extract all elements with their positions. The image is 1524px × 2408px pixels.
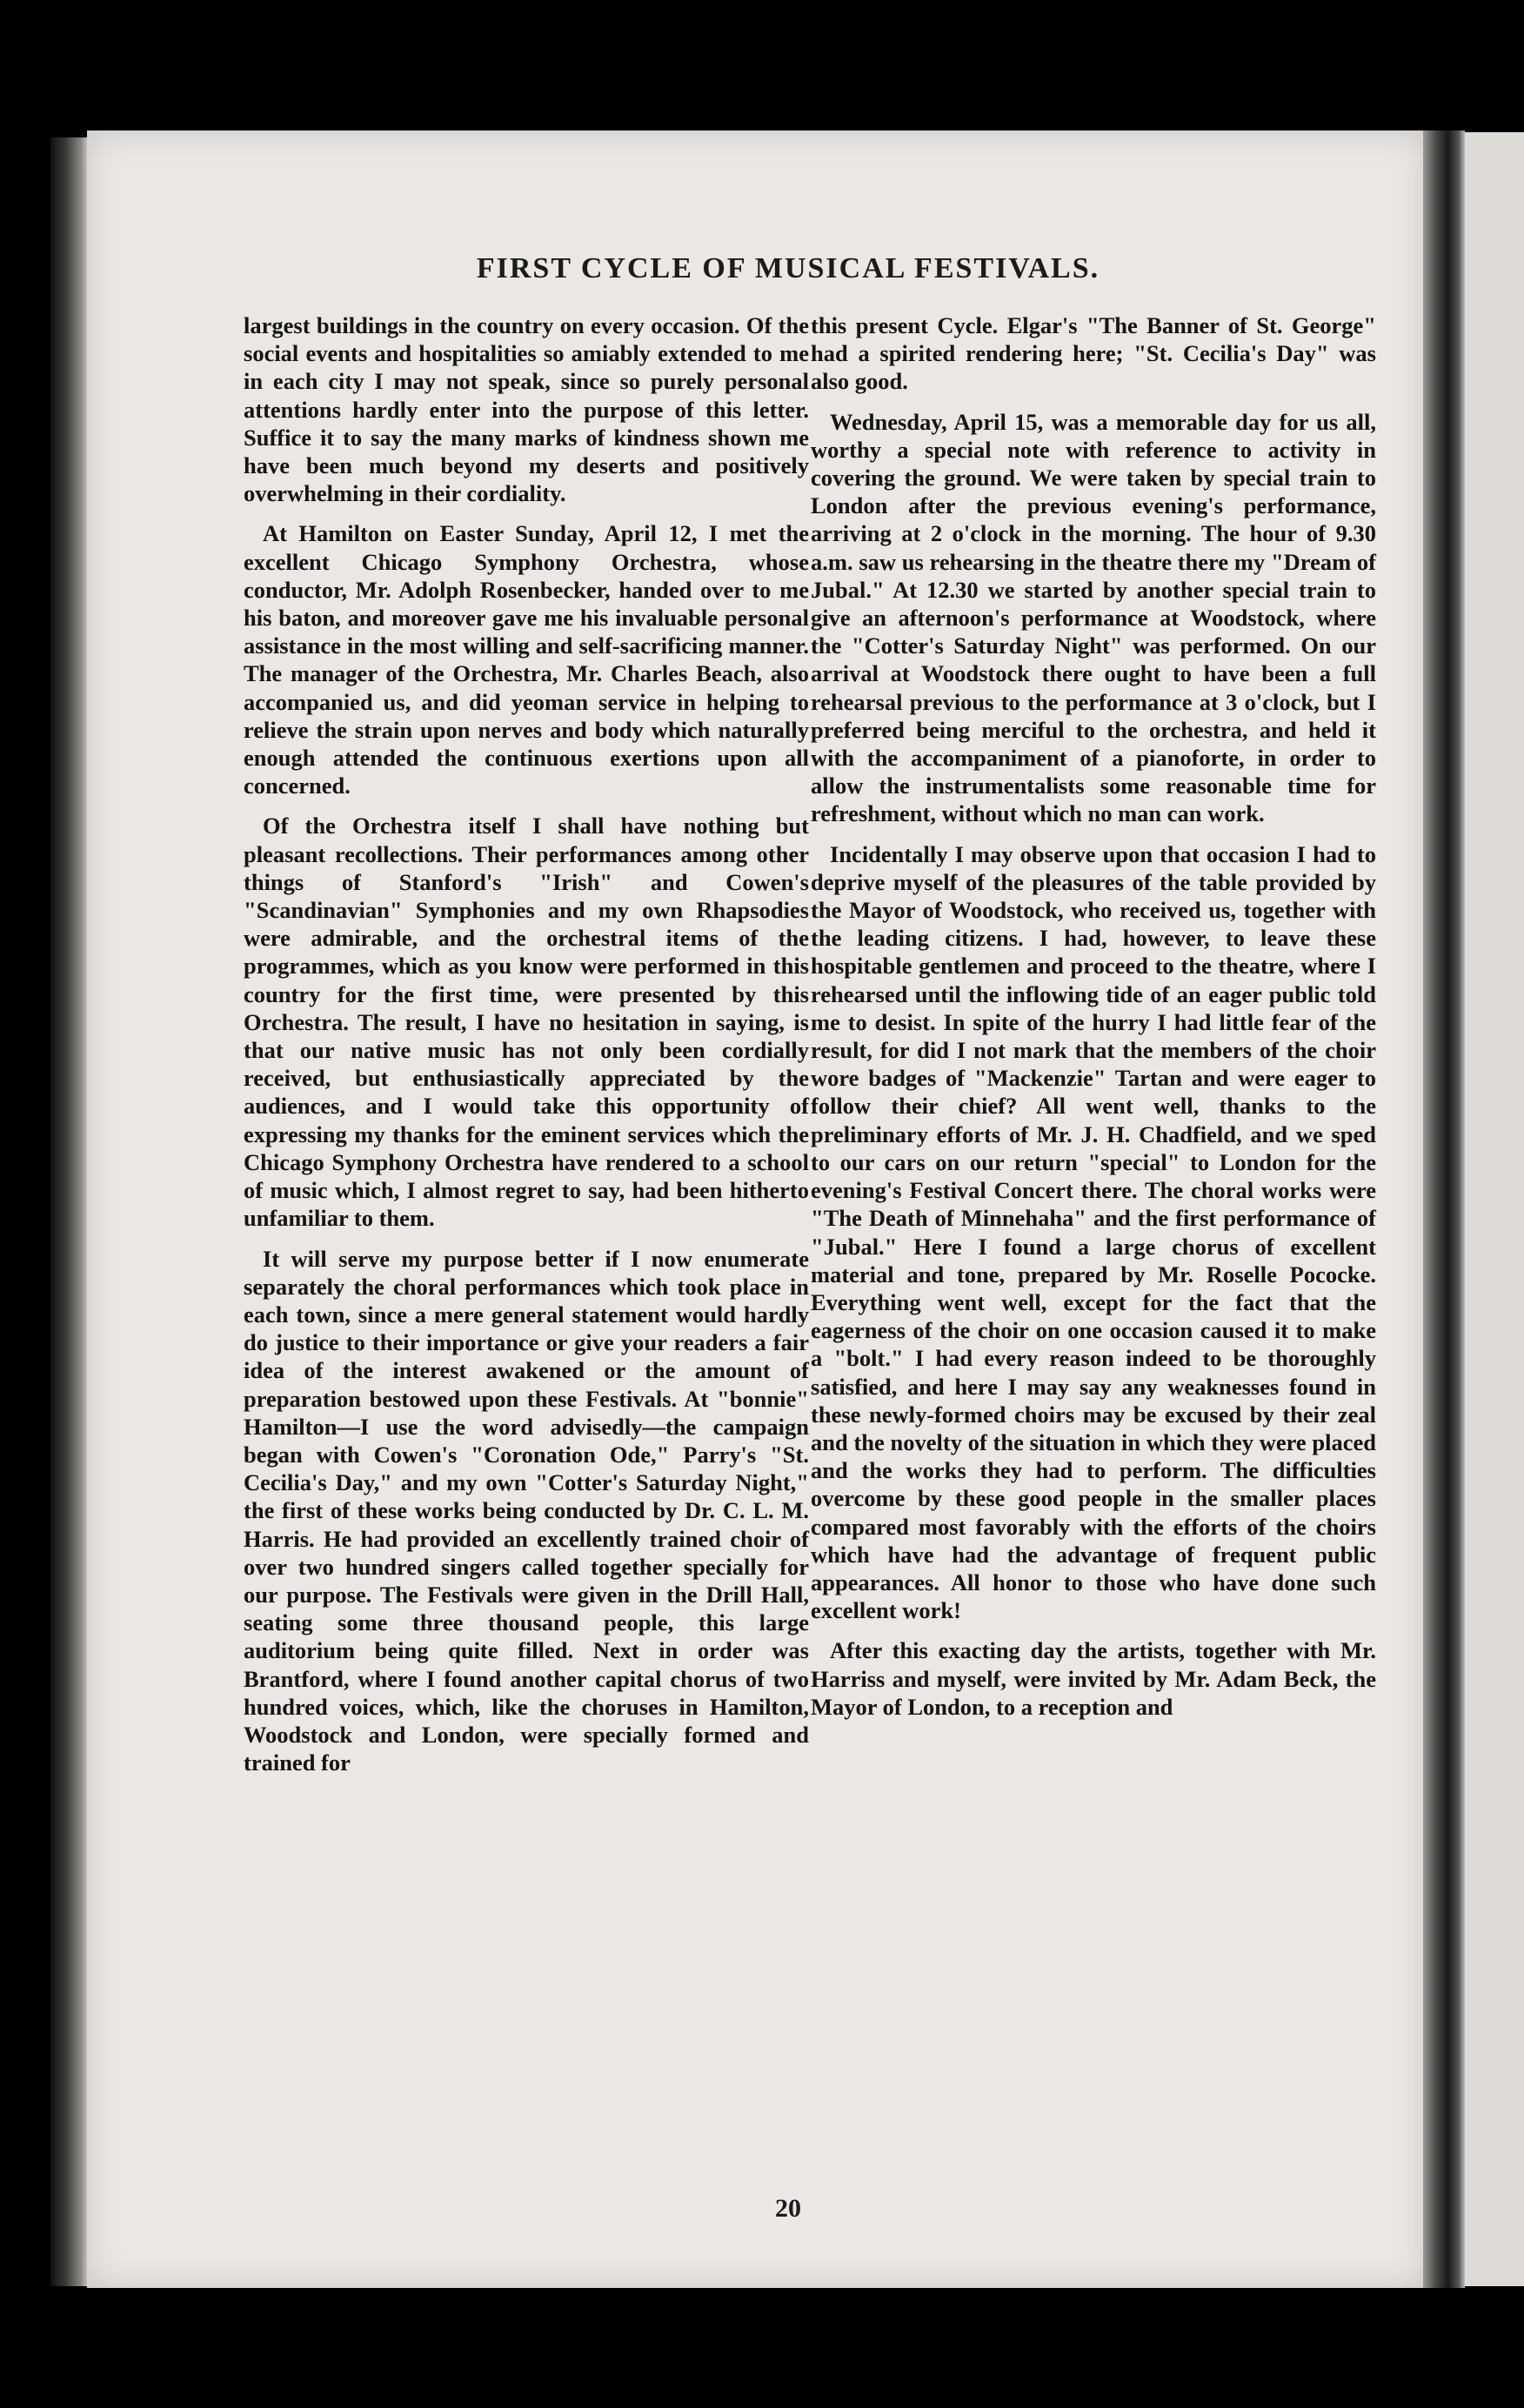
- left-paragraph-3: Of the Orchestra itself I shall have nothing but pleasant recollections. Their performances among other things of Stanford's "Irish" and Cowen's "Scandinavian" Symphonies and my own Rhapsodies were admirable, and the orchestral items of the programmes, which as you know were performed in this country for the first time, were presented by this Orchestra. The result, I have no hesitation in saying, is that our native music has not only been cordially received, but enthusiastically appreciated by the audiences, and I would take this opportunity of expressing my thanks for the eminent services which the Chicago Symphony Orchestra have rendered to a school of music which, I almost regret to say, had been hitherto unfamiliar to them.: [244, 813, 809, 1232]
- book-spine-shadow: [50, 137, 89, 2286]
- right-paragraph-4: After this exacting day the artists, together with Mr. Harriss and myself, were invited by Mr. Adam Beck, the Mayor of London, to a reception and: [811, 1637, 1376, 1720]
- right-paragraph-1: this present Cycle. Elgar's "The Banner of St. George" had a spirited rendering here; "St. Cecilia's Day" was also good.: [811, 312, 1376, 395]
- left-paragraph-1: largest buildings in the country on every occasion. Of the social events and hospitalities so amiably extended to me in each city I may not speak, since so purely personal attentions hardly enter into the purpose of this letter. Suffice it to say the many marks of kindness shown me have been much beyond my deserts and positively overwhelming in their cordiality.: [244, 312, 809, 507]
- page-number: 20: [775, 2194, 801, 2223]
- adjacent-page-edge: [1465, 132, 1524, 2286]
- left-paragraph-2: At Hamilton on Easter Sunday, April 12, I met the excellent Chicago Symphony Orchestra, whose conductor, Mr. Adolph Rosenbecker, handed over to me his baton, and moreover gave me his invaluable personal assistance in the most willing and self-sacrificing manner. The manager of the Orchestra, Mr. Charles Beach, also accompanied us, and did yeoman service in helping to relieve the strain upon nerves and body which naturally enough attended the continuous exertions upon all concerned.: [244, 520, 809, 799]
- left-paragraph-4: It will serve my purpose better if I now enumerate separately the choral performances which took place in each town, since a mere general statement would hardly do justice to their importance or give your readers a fair idea of the interest awakened or the amount of preparation bestowed upon these Festivals. At "bonnie" Hamilton—I use the word advisedly—the campaign began with Cowen's "Coronation Ode," Parry's "St. Cecilia's Day," and my own "Cotter's Saturday Night," the first of these works being conducted by Dr. C. L. M. Harris. He had provided an excellently trained choir of over two hundred singers called together specially for our purpose. The Festivals were given in the Drill Hall, seating some three thousand people, this large auditorium being quite filled. Next in order was Brantford, where I found another capital chorus of two hundred voices, which, like the choruses in Hamilton, Woodstock and London, were specially formed and trained for: [244, 1245, 809, 1776]
- left-column: [244, 311, 809, 1789]
- right-column: [811, 311, 1376, 1733]
- right-paragraph-3: Incidentally I may observe upon that occasion I had to deprive myself of the pleasures of the table provided by the Mayor of Woodstock, who received us, together with the leading citizens. I had, however, to leave these hospitable gentlemen and proceed to the theatre, where I rehearsed until the inflowing tide of an eager public told me to desist. In spite of the hurry I had little fear of the result, for did I not mark that the members of the choir wore badges of "Mackenzie" Tartan and were eager to follow their chief? All went well, thanks to the preliminary efforts of Mr. J. H. Chadfield, and we sped to our cars on our return "special" to London for the evening's Festival Concert there. The choral works were "The Death of Minnehaha" and the first performance of "Jubal." Here I found a large chorus of excellent material and tone, prepared by Mr. Roselle Pococke. Everything went well, except for the fact that the eagerness of the choir on one occasion caused it to make a "bolt." I had every reason indeed to be thoroughly satisfied, and here I may say any weaknesses found in these newly-formed choirs may be excused by their zeal and the novelty of the situation in which they were placed and the works they had to perform. The difficulties overcome by these good people in the smaller places compared most favorably with the efforts of the choirs which have had the advantage of frequent public appearances. All honor to those who have done such excellent work!: [811, 840, 1376, 1624]
- running-header: FIRST CYCLE OF MUSICAL FESTIVALS.: [476, 252, 1100, 284]
- right-paragraph-2: Wednesday, April 15, was a memorable day for us all, worthy a special note with reference to activity in covering the ground. We were taken by special train to London after the previous evening's performance, arriving at 2 o'clock in the morning. The hour of 9.30 a.m. saw us rehearsing in the theatre there my "Dream of Jubal." At 12.30 we started by another special train to give an afternoon's performance at Woodstock, where the "Cotter's Saturday Night" was performed. On our arrival at Woodstock there ought to have been a full rehearsal previous to the performance at 3 o'clock, but I preferred being merciful to the orchestra, and held it with the accompaniment of a pianoforte, in order to allow the instrumentalists some reasonable time for refreshment, without which no man can work.: [811, 408, 1376, 827]
- page-gutter: [1423, 130, 1465, 2288]
